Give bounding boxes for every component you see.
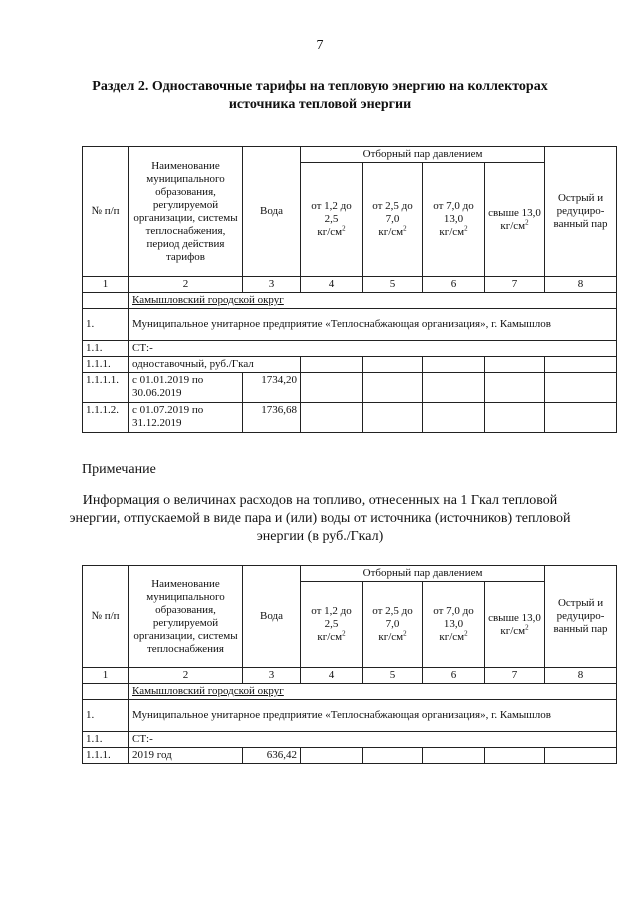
header-name: Наименование муниципального образования, регулируемой организации, системы теплоснабжения, период действия тарифов [129,147,243,277]
organization-name: Муниципальное унитарное предприятие «Теплоснабжающая организация», г. Камышлов [129,700,617,732]
row-number: 1.1.1. [83,357,129,373]
header-water: Вода [243,566,301,668]
col-number: 1 [83,277,129,293]
col-number: 5 [363,277,423,293]
row-number: 1. [83,309,129,341]
water-value: 1736,68 [243,403,301,433]
row-number: 1.1. [83,341,129,357]
col-number: 4 [301,668,363,684]
header-pressure-2: от 2,5 до 7,0 $кг/см^2$ [363,582,423,668]
row-number: 1.1.1.1. [83,373,129,403]
header-pressure-1: от 1,2 до 2,5 $кг/см^2$ [301,582,363,668]
header-sharp-steam: Острый и редуциро-ванный пар [545,566,617,668]
tariff-table [82,146,617,433]
header-num: № п/п [83,147,129,277]
period-cell: 2019 год [129,748,243,764]
header-water: Вода [243,147,301,277]
organization-row [83,309,617,341]
system-row [83,341,617,357]
col-number: 4 [301,277,363,293]
water-value: 1734,20 [243,373,301,403]
period-cell: с 01.07.2019 по 31.12.2019 [129,403,243,433]
col-number: 5 [363,668,423,684]
section-title: Раздел 2. Одноставочные тарифы на тепловую энергию на коллекторах источника тепловой энергии [92,79,548,112]
system-row [83,732,617,748]
header-steam-group: Отборный пар давлением [301,566,545,582]
system-label: СТ:- [129,341,617,357]
column-number-row [83,668,617,684]
header-sharp-steam: Острый и редуциро-ванный пар [545,147,617,277]
row-number: 1.1.1.2. [83,403,129,433]
table-row [83,373,617,403]
col-number: 1 [83,668,129,684]
fuel-cost-table [82,565,617,764]
header-pressure-4: свыше 13,0 $кг/см^2$ [485,582,545,668]
header-pressure-3: от 7,0 до 13,0 $кг/см^2$ [423,582,485,668]
col-number: 8 [545,668,617,684]
header-pressure-2: от 2,5 до 7,0 $кг/см^2$ [363,163,423,277]
header-pressure-4: свыше 13,0 $кг/см^2$ [485,163,545,277]
row-number: 1.1. [83,732,129,748]
col-number: 6 [423,668,485,684]
col-number: 3 [243,668,301,684]
note-label: Примечание [82,462,156,477]
district-row [83,684,617,700]
system-label: СТ:- [129,732,617,748]
district-name: Камышловский городской округ [129,684,617,700]
col-number: 7 [485,668,545,684]
period-cell: с 01.01.2019 по 30.06.2019 [129,373,243,403]
col-number: 6 [423,277,485,293]
col-number: 3 [243,277,301,293]
info-title: Информация о величинах расходов на топливо, отнесенных на 1 Гкал тепловой энергии, отпускаемой в виде пара и (или) воды от источника (источников) тепловой энергии (в руб./Гкал) [69,493,571,544]
district-row [83,293,617,309]
district-name: Камышловский городской округ [129,293,617,309]
water-value: 636,42 [243,748,301,764]
col-number: 8 [545,277,617,293]
header-pressure-3: от 7,0 до 13,0 $кг/см^2$ [423,163,485,277]
page-number: 7 [316,38,324,53]
header-name: Наименование муниципального образования, регулируемой организации, системы теплоснабжения [129,566,243,668]
organization-row [83,700,617,732]
rate-type-row [83,357,617,373]
organization-name: Муниципальное унитарное предприятие «Теплоснабжающая организация», г. Камышлов [129,309,617,341]
rate-type-label: одноставочный, руб./Гкал [129,357,301,373]
table-row [83,403,617,433]
header-steam-group: Отборный пар давлением [301,147,545,163]
col-number: 2 [129,277,243,293]
table-row [83,748,617,764]
row-number: 1. [83,700,129,732]
header-num: № п/п [83,566,129,668]
column-number-row [83,277,617,293]
row-number: 1.1.1. [83,748,129,764]
col-number: 2 [129,668,243,684]
col-number: 7 [485,277,545,293]
header-pressure-1: от 1,2 до 2,5 $кг/см^2$ [301,163,363,277]
